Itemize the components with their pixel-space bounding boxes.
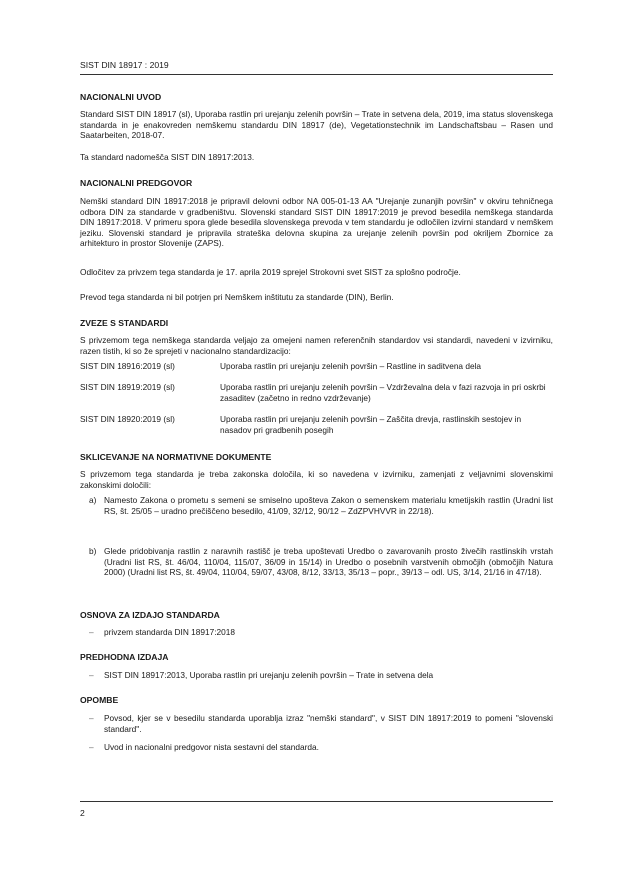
paragraph-uvod-2: Ta standard nadomešča SIST DIN 18917:2013.	[80, 152, 255, 162]
header-rule	[80, 74, 553, 75]
section-heading-osnova: OSNOVA ZA IZDAJO STANDARDA	[80, 610, 220, 620]
reference-code: SIST DIN 18920:2019 (sl)	[80, 414, 175, 424]
section-heading-zveze: ZVEZE S STANDARDI	[80, 318, 169, 328]
section-heading-sklicevanje: SKLICEVANJE NA NORMATIVNE DOKUMENTE	[80, 452, 272, 462]
list-dash: –	[89, 713, 94, 723]
list-item-label: b)	[89, 546, 97, 556]
footer-rule	[80, 801, 553, 802]
list-dash: –	[89, 627, 94, 637]
paragraph-uvod-1: Standard SIST DIN 18917 (sl), Uporaba rastlin pri urejanju zelenih površin – Trate in setvena dela, 2019, ima status slovenskega standarda in je enakovreden nemškemu standardu DIN 18917 (de), Vegetationstechnik im Landschaftsbau – Rasen und Saatarbeiten, 2018-07.	[80, 109, 553, 140]
list-item-label: a)	[89, 495, 97, 505]
paragraph-predgovor-3: Prevod tega standarda ni bil potrjen pri Nemškem inštitutu za standarde (DIN), Berlin.	[80, 292, 394, 302]
section-heading-opombe: OPOMBE	[80, 695, 119, 705]
list-item-text: Uvod in nacionalni predgovor nista sestavni del standarda.	[104, 742, 319, 752]
reference-code: SIST DIN 18919:2019 (sl)	[80, 382, 175, 392]
reference-title: Uporaba rastlin pri urejanju zelenih površin – Vzdrževalna dela v fazi razvoja in pri oskrbi zasaditev (začetno in redno vzdrževanje)	[220, 382, 546, 403]
reference-title: Uporaba rastlin pri urejanju zelenih površin – Zaščita drevja, rastlinskih sestojev in nasadov pri gradbenih posegih	[220, 414, 522, 435]
reference-code: SIST DIN 18916:2019 (sl)	[80, 361, 175, 371]
section-heading-nacionalni-uvod: NACIONALNI UVOD	[80, 92, 162, 102]
document-page	[80, 0, 553, 877]
paragraph-predgovor-2: Odločitev za privzem tega standarda je 17. aprila 2019 sprejel Strokovni svet SIST za splošno področje.	[80, 267, 461, 277]
list-item-text: Povsod, kjer se v besedilu standarda uporablja izraz "nemški standard", v SIST DIN 18917:2019 to pomeni "slovenski standard".	[104, 713, 553, 734]
paragraph-predgovor-1: Nemški standard DIN 18917:2018 je pripravil delovni odbor NA 005-01-13 AA "Urejanje zunanjih površin" v okviru tehničnega odbora DIN za standarde v gradbeništvu. Slovenski standard SIST DIN 18917:2019 je prevod besedila nemškega standarda DIN 18917:2018. V primeru spora glede besedila slovenskega prevoda v tem standardu je odločilen izvirni standard v nemškem jeziku. Slovenski standard je pripravila strateška delovna skupina za urejanje zelenih površin pod okriljem Zbornice za arhitekturo in prostor Slovenije (ZAPS).	[80, 196, 553, 248]
list-item-text: privzem standarda DIN 18917:2018	[104, 627, 235, 637]
paragraph-sklicevanje-intro: S privzemom tega standarda je treba zakonska določila, ki so navedena v izvirniku, zamenjati z veljavnimi slovenskimi zakonskimi določili:	[80, 469, 553, 490]
list-item-text: Namesto Zakona o prometu s semeni se smiselno upošteva Zakon o semenskem materialu kmetijskih rastlin (Uradni list RS, št. 25/05 – uradno prečiščeno besedilo, 41/09, 32/12, 90/12 – ZdZPVHVVR in 22/18).	[104, 495, 553, 516]
section-heading-predhodna: PREDHODNA IZDAJA	[80, 652, 169, 662]
reference-title: Uporaba rastlin pri urejanju zelenih površin – Rastline in saditvena dela	[220, 361, 482, 371]
paragraph-zveze-intro: S privzemom tega nemškega standarda veljajo za omejeni namen referenčnih standardov vsi standardi, navedeni v izvirniku, razen tistih, ki so že sprejeti v nacionalno standardizacijo:	[80, 335, 553, 356]
section-heading-nacionalni-predgovor: NACIONALNI PREDGOVOR	[80, 178, 193, 188]
page-number: 2	[80, 808, 85, 818]
list-item-text: Glede pridobivanja rastlin z naravnih rastišč je treba upoštevati Uredbo o zavarovanih prosto živečih rastlinskih vrstah (Uradni list RS, št. 46/04, 110/04, 115/07, 36/09 in 15/14) in Uredbo o posebnih varstvenih območjih (območjih Natura 2000) (Uradni list RS, št. 49/04, 110/04, 59/07, 43/08, 8/12, 33/13, 35/13 – popr., 39/13 – odl. US, 3/14, 21/16 in 47/18).	[104, 546, 553, 577]
list-item-text: SIST DIN 18917:2013, Uporaba rastlin pri urejanju zelenih površin – Trate in setvena dela	[104, 670, 434, 680]
document-header-id: SIST DIN 18917 : 2019	[80, 60, 169, 70]
list-dash: –	[89, 670, 94, 680]
list-dash: –	[89, 742, 94, 752]
